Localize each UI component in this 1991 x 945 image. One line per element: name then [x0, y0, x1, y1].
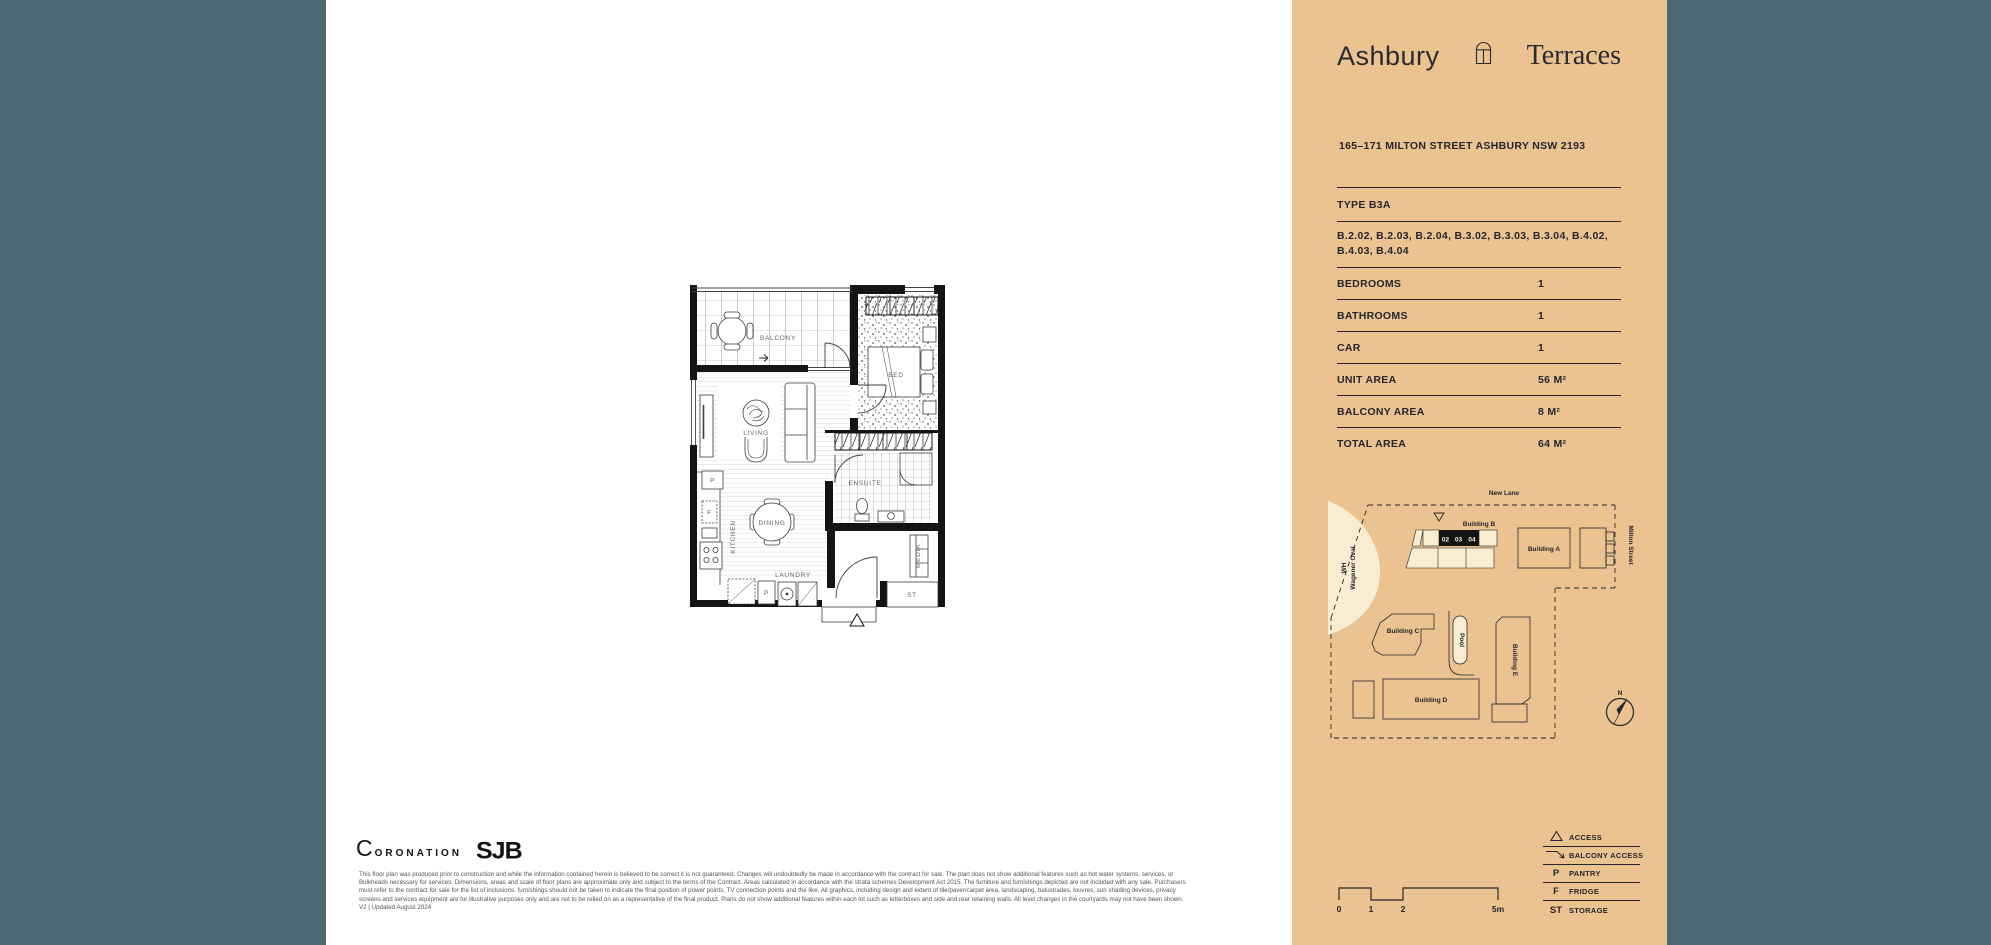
legend [1543, 829, 1644, 919]
building-b [1406, 513, 1497, 568]
legend-row-fridge [1543, 883, 1640, 901]
building-c [1372, 614, 1434, 655]
disclaimer-line: This floor plan was produced prior to construction and while the information contained herein is believed to be correct it is not guaranteed, Changes will undoubtedly be made in accordance with the contract for sale. The plan does not show additional features such as hot water systems, services, or [359, 871, 1174, 878]
spec-label: TOTAL AREA [1337, 437, 1407, 450]
svg-text:Wagener Oval: Wagener Oval [1350, 546, 1357, 590]
brand-name-terraces: Terraces [1526, 40, 1621, 71]
storage-label: ST [907, 592, 917, 599]
entry-recess [822, 607, 876, 622]
spec-label: BEDROOMS [1337, 277, 1402, 290]
building-e [1496, 617, 1530, 704]
svg-text:0: 0 [1337, 904, 1342, 914]
floor-plan-drawing [690, 285, 948, 630]
spec-value: 1 [1538, 309, 1545, 322]
plan-sheet [326, 0, 1292, 945]
floor-plan [690, 285, 948, 630]
svg-text:2: 2 [1400, 904, 1406, 914]
brand-name-ashbury: Ashbury [1337, 41, 1440, 71]
street-buildings [1580, 528, 1614, 568]
pool-label: Pool [1458, 632, 1465, 648]
bed-label: BED [888, 372, 904, 379]
sjb-logo: SJB [476, 837, 522, 864]
unit-marker-triangle-icon [1434, 513, 1444, 521]
svg-text:04: 04 [1468, 536, 1476, 544]
wagener-oval [1328, 501, 1380, 635]
footer-logos [356, 836, 522, 866]
legend-row-pantry [1543, 865, 1640, 883]
media-label: MEDIA [915, 543, 922, 569]
laundry-label: LAUNDRY [775, 572, 811, 579]
spec-value: 64 M² [1538, 437, 1567, 450]
laundry-pantry-label: P [763, 590, 770, 597]
project-address: 165–171 MILTON STREET ASHBURY NSW 2193 [1339, 140, 1586, 152]
spec-table [1337, 187, 1621, 459]
unit-numbers: B.2.02, B.2.03, B.2.04, B.3.02, B.3.03, B.3.04, B.4.02, B.4.03, B.4.04 [1337, 230, 1608, 257]
storage-key: ST [1549, 904, 1563, 916]
unit-numbers-row [1337, 221, 1621, 267]
legend-row-access [1543, 829, 1640, 847]
legend-label: STORAGE [1569, 905, 1609, 915]
disclaimer-line: Bulkheads necessary for services. Dimensions, areas and scale of floor plans are approximate only and subject to the terms of the Contract. Areas calculated in accordance with the strata schemes Development Act 2015. The furniture and furnishings depicted are not included with any sale. Purchasers [359, 879, 1186, 887]
ensuite-label: ENSUITE [848, 480, 882, 487]
new-lane-label: New Lane [1488, 490, 1520, 497]
svg-text:1: 1 [1368, 904, 1374, 914]
building-a-label: Building A [1527, 546, 1561, 553]
svg-text:5m: 5m [1491, 904, 1505, 914]
sofa [785, 383, 815, 462]
disclaimer-text [359, 871, 1239, 912]
spec-label: UNIT AREA [1337, 373, 1397, 386]
building-c-label: Building C [1386, 628, 1420, 635]
fridge-key: F [1553, 886, 1559, 897]
dining-label: DINING [758, 520, 786, 527]
building-a [1518, 528, 1570, 568]
scale-bar [1337, 883, 1509, 920]
spec-row-bathrooms [1337, 299, 1621, 331]
spec-value: 1 [1538, 277, 1545, 290]
legend-label: ACCESS [1569, 833, 1603, 842]
spec-value: 56 M² [1538, 373, 1567, 386]
disclaimer-line: must refer to the contract for sale for the list of inclusions. furnishings should not be taken to indicate the final position of power points, TV connection points and the like. All graphics, including design and extent of tile/paver/carpet area, landscaping, balustrades, louvres, sun shading devices, privacy [359, 887, 1176, 895]
svg-text:02: 02 [1441, 536, 1450, 544]
plant-feature [743, 400, 769, 426]
pantry-key: P [1552, 868, 1560, 879]
coronation-logo: CORONATION [356, 835, 462, 861]
info-panel [1292, 0, 1667, 945]
pantry-label: P [709, 477, 716, 485]
spec-value: 1 [1538, 341, 1545, 354]
legend-row-balcony-access [1543, 847, 1644, 865]
spec-row-balcony-area [1337, 395, 1621, 427]
brand-logo [1337, 40, 1621, 72]
balcony-access-arrow-icon [1543, 849, 1569, 863]
spec-row-total-area [1337, 427, 1621, 459]
north-compass [1607, 690, 1634, 726]
spec-value: 8 M² [1538, 405, 1561, 418]
spec-label: BATHROOMS [1337, 309, 1408, 322]
spec-label: BALCONY AREA [1337, 405, 1425, 418]
building-b-label: Building B [1462, 521, 1496, 528]
pool [1449, 611, 1474, 675]
spec-label: CAR [1337, 341, 1361, 354]
legend-label: FRIDGE [1569, 887, 1600, 896]
north-label: N [1617, 690, 1623, 697]
kitchen-joinery [697, 471, 723, 585]
spec-row-car [1337, 331, 1621, 363]
living-label: LIVING [743, 430, 769, 437]
legend-label: PANTRY [1569, 869, 1601, 878]
armchair [745, 437, 767, 462]
fridge-label: F [707, 509, 712, 517]
balcony-label: BALCONY [760, 335, 796, 342]
type-label: TYPE B3A [1337, 198, 1391, 211]
milton-street-label: Milton Street [1627, 525, 1634, 565]
svg-text:WH: WH [1341, 562, 1348, 574]
site-map [1322, 483, 1662, 773]
access-triangle-icon [1543, 830, 1569, 845]
laundry-joinery [728, 579, 817, 606]
type-row [1337, 187, 1621, 221]
building-e-label: Building E [1511, 643, 1518, 677]
spec-row-bedrooms [1337, 267, 1621, 299]
legend-row-storage [1543, 901, 1640, 919]
legend-label: BALCONY ACCESS [1569, 851, 1644, 860]
spec-row-unit-area [1337, 363, 1621, 395]
building-d-label: Building D [1414, 697, 1448, 704]
scale-bar-line [1339, 888, 1498, 900]
disclaimer-line: screens and services equipment are for illustrative purposes only and are not to be relied on as a representative of the final product. Plans do not show additional features within each lot such as letterboxes and side and rear retaining walls. All level changes in the courtyards may not have been shown. [359, 895, 1184, 903]
building-d [1353, 679, 1527, 722]
arched-window-icon [1475, 40, 1492, 70]
kitchen-label: KITCHEN [730, 520, 737, 554]
svg-text:03: 03 [1454, 536, 1463, 544]
disclaimer-line: V2 | Updated August 2024 [359, 903, 432, 911]
tv-unit [700, 395, 713, 457]
